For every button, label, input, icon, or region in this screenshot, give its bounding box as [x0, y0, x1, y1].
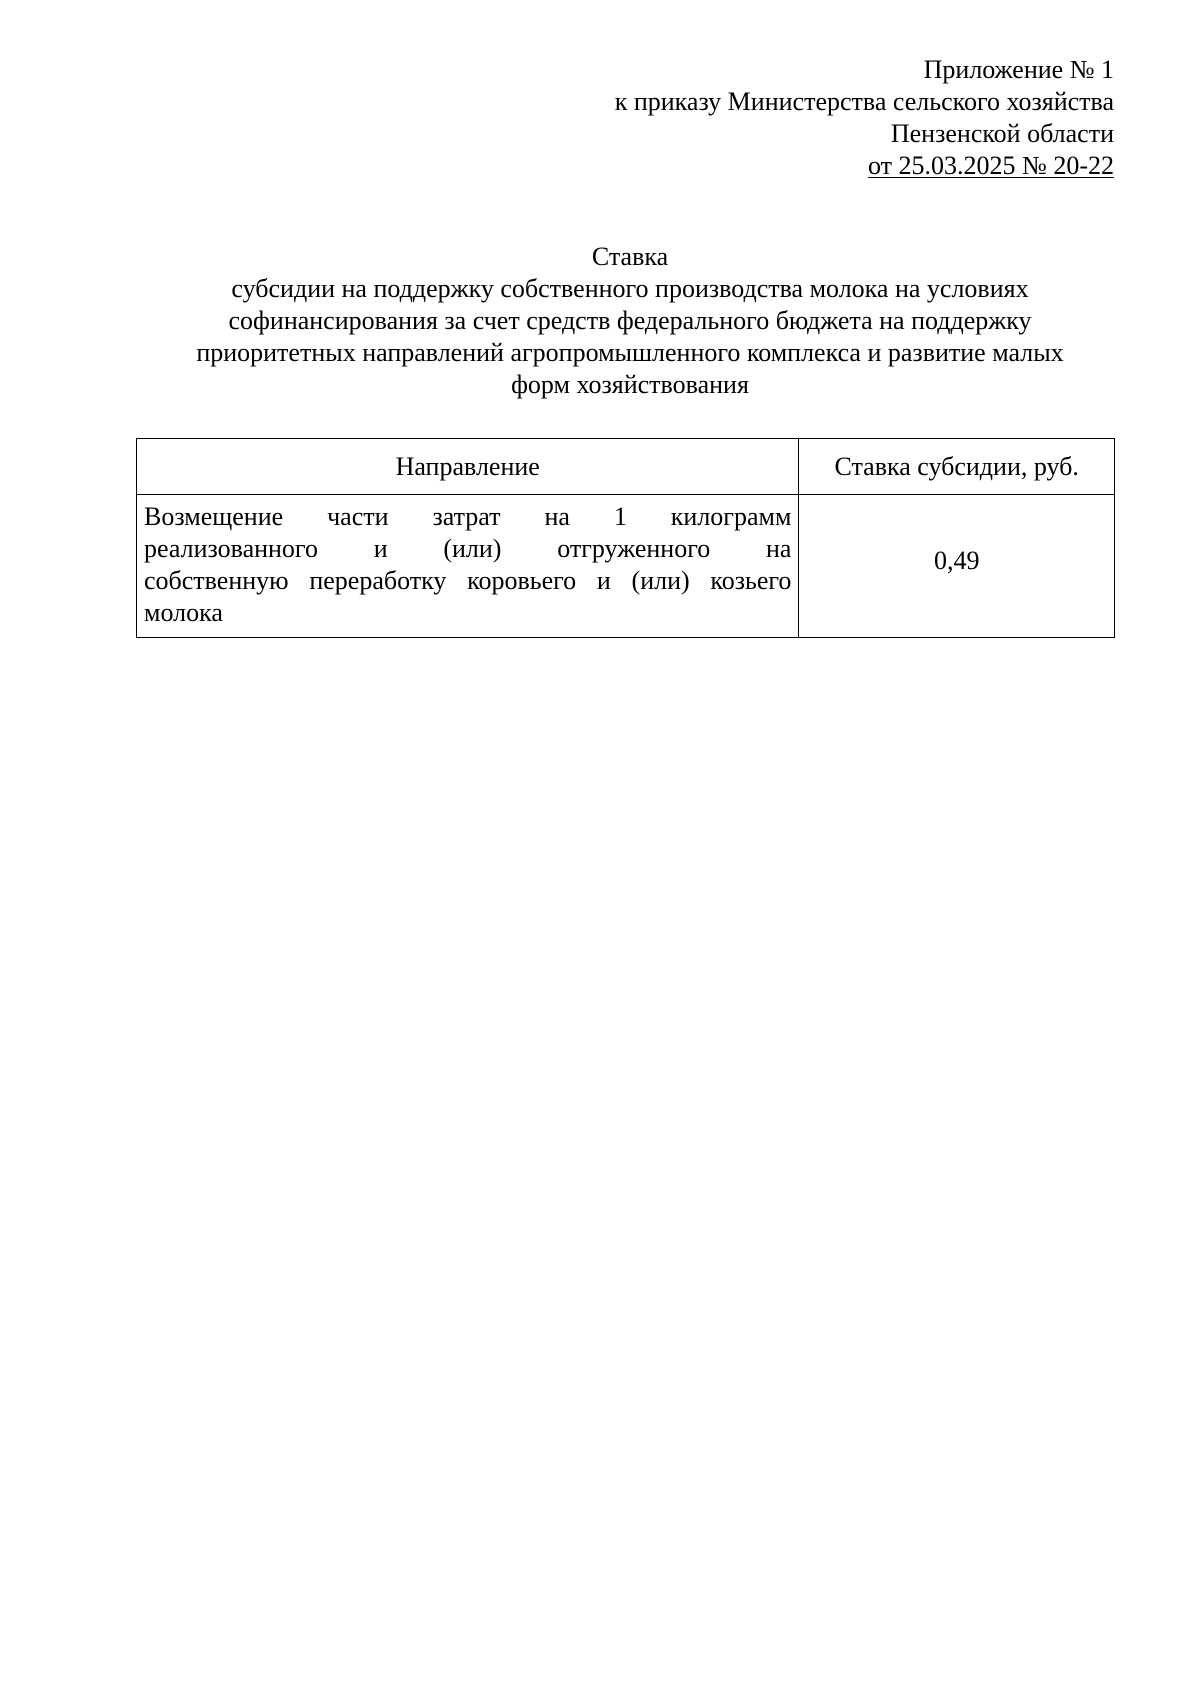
appendix-header	[474, 54, 1114, 182]
direction-text-line: молока	[144, 598, 223, 627]
order-region: Пензенской области	[890, 119, 1114, 148]
title-line: субсидии на поддержку собственного производства молока на условиях	[231, 274, 1029, 303]
rate-value-cell: 0,49	[799, 495, 1115, 638]
order-date-number: от 25.03.2025 № 20-22	[868, 151, 1114, 180]
subsidy-rate-table	[136, 438, 1115, 638]
column-header-rate: Ставка субсидии, руб.	[799, 439, 1115, 495]
direction-text-line: собственную переработку коровьего и (или) козьего	[144, 566, 792, 595]
title-heading: Ставка	[591, 242, 669, 271]
appendix-number: Приложение № 1	[923, 55, 1114, 84]
column-header-direction: Направление	[137, 439, 799, 495]
direction-text-line: реализованного и (или) отгруженного на	[144, 534, 792, 563]
direction-cell	[137, 495, 799, 638]
title-line: приоритетных направлений агропромышленного комплекса и развитие малых	[196, 338, 1064, 367]
order-reference: к приказу Министерства сельского хозяйства	[614, 87, 1114, 116]
document-title	[100, 241, 1160, 401]
title-line: форм хозяйствования	[511, 370, 749, 399]
table-header-row	[137, 439, 1115, 495]
title-line: софинансирования за счет средств федерального бюджета на поддержку	[228, 306, 1032, 335]
direction-text-line: Возмещение части затрат на 1 килограмм	[144, 502, 792, 531]
table-row	[137, 495, 1115, 638]
